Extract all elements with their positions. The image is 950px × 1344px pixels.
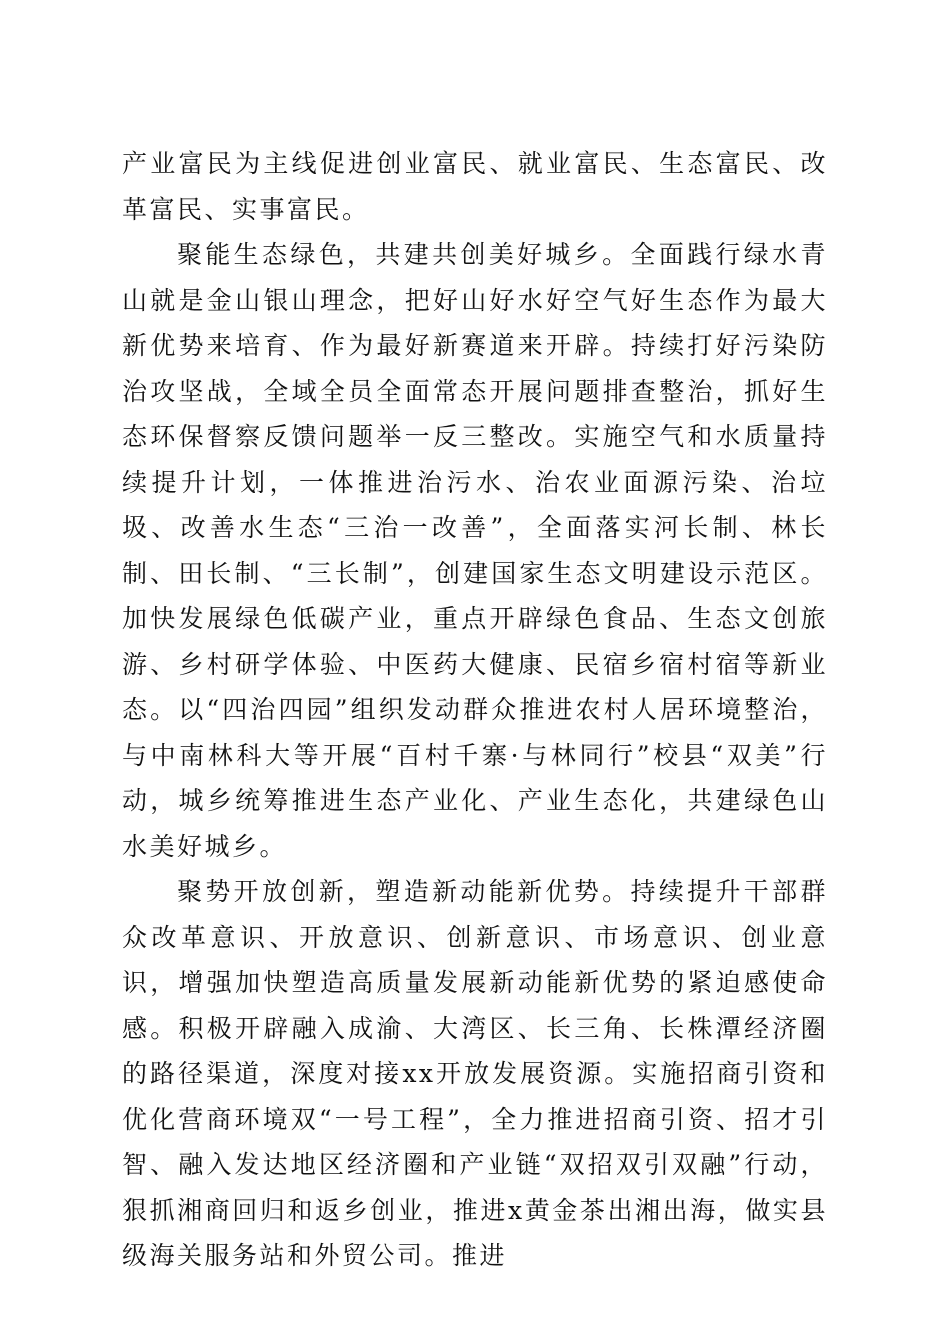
paragraph-continuation: 产业富民为主线促进创业富民、就业富民、生态富民、改革富民、实事富民。 (122, 149, 828, 224)
body-text (122, 141, 828, 1279)
paragraph-innovation: 聚势开放创新，塑造新动能新优势。持续提升干部群众改革意识、开放意识、创新意识、市场意识、创业意识，增强加快塑造高质量发展新动能新优势的紧迫感使命感。积极开辟融入成渝、大湾区、长三角、长株潭经济圈的路径渠道，深度对接xx开放发展资源。实施招商引资和优化营商环境双“一号工程”，全力推进招商引资、招才引智、融入发达地区经济圈和产业链“双招双引双融”行动，狠抓湘商回归和返乡创业，推进x黄金茶出湘出海，做实县级海关服务站和外贸公司。推进 (122, 877, 828, 1270)
paragraph-ecology: 聚能生态绿色，共建共创美好城乡。全面践行绿水青山就是金山银山理念，把好山好水好空气好生态作为最大新优势来培育、作为最好新赛道来开辟。持续打好污染防治攻坚战，全域全员全面常态开展问题排查整治，抓好生态环保督察反馈问题举一反三整改。实施空气和水质量持续提升计划，一体推进治污水、治农业面源污染、治垃圾、改善水生态“三治一改善”，全面落实河长制、林长制、田长制、“三长制”，创建国家生态文明建设示范区。加快发展绿色低碳产业，重点开辟绿色食品、生态文创旅游、乡村研学体验、中医药大健康、民宿乡宿村宿等新业态。以“四治四园”组织发动群众推进农村人居环境整治，与中南林科大等开展“百村千寨·与林同行”校县“双美”行动，城乡统筹推进生态产业化、产业生态化，共建绿色山水美好城乡。 (122, 240, 828, 861)
